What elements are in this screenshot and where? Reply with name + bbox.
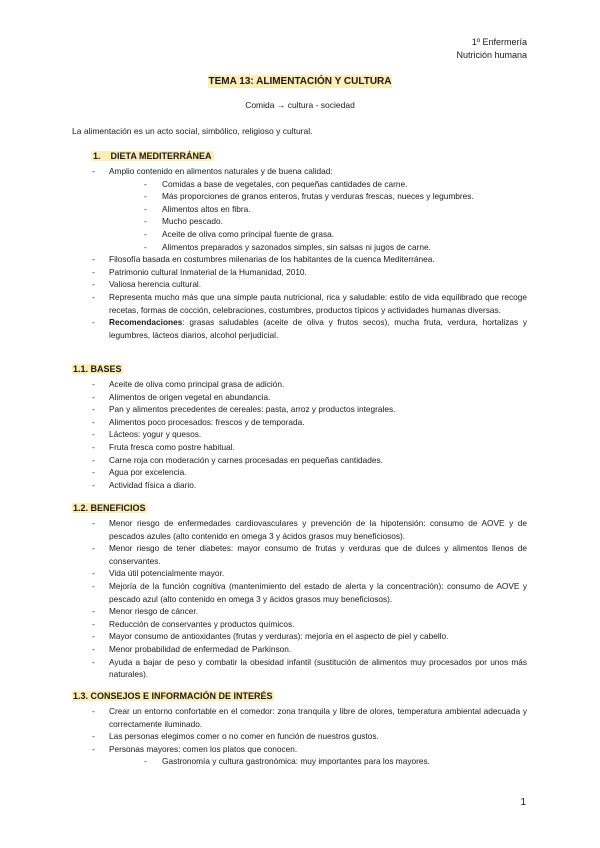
- list-item: - Agua por excelencia.: [92, 466, 527, 479]
- beneficios-list: [92, 517, 527, 681]
- list-item: - Mayor consumo de antioxidantes (frutas y verduras): mejoría en el aspecto de piel y cabello.: [92, 630, 527, 643]
- list-item: - Las personas elegimos comer o no comer en función de nuestros gustos.: [92, 730, 527, 743]
- list-item: - Personas mayores: comen los platos que conocen. - Gastronomía y cultura gastronómica: muy importantes para los mayores.: [92, 743, 527, 768]
- intro-paragraph: La alimentación es un acto social, simbólico, religioso y cultural.: [72, 126, 313, 136]
- list-item: - Carne roja con moderación y carnes procesadas en pequeñas cantidades.: [92, 454, 527, 467]
- list-item: - Alimentos de origen vegetal en abundancia.: [92, 391, 527, 404]
- section-heading-bases: 1.1. BASES: [73, 364, 122, 374]
- list-item: - Menor riesgo de tener diabetes: mayor consumo de frutas y verduras que de dulces y alimentos llenos de conservantes.: [92, 542, 527, 567]
- list-item: - Filosofía basada en costumbres milenarias de los habitantes de la cuenca Mediterránea.: [92, 253, 527, 266]
- list-item: - Representa mucho más que una simple pauta nutricional, rica y saludable: estilo de vida equilibrado que recoge recetas, formas de cocción, celebraciones, costumbres, productos típicos y actividades humanas diversas.: [92, 291, 527, 316]
- document-header: [456, 36, 527, 61]
- consejos-list: [92, 705, 527, 768]
- list-item: - Valiosa herencia cultural.: [92, 278, 527, 291]
- list-item: - Gastronomía y cultura gastronómica: muy importantes para los mayores.: [144, 755, 527, 768]
- list-item: - Aceite de oliva como principal fuente de grasa.: [144, 228, 527, 241]
- list-item: - Mucho pescado.: [144, 215, 527, 228]
- list-item: - Reducción de conservantes y productos químicos.: [92, 618, 527, 631]
- list-item: - Fruta fresca como postre habitual.: [92, 441, 527, 454]
- list-item: - Alimentos poco procesados: frescos y de temporada.: [92, 416, 527, 429]
- list-item: - Pan y alimentos precedentes de cereales: pasta, arroz y productos integrales.: [92, 403, 527, 416]
- page-number: 1: [520, 797, 526, 808]
- list-item: - Actividad física a diario.: [92, 479, 527, 492]
- course-label: 1º Enfermería: [471, 37, 527, 47]
- dieta-sublist: [109, 178, 527, 254]
- section-heading-beneficios: 1.2. BENEFICIOS: [73, 503, 146, 513]
- list-item: - Lácteos: yogur y quesos.: [92, 428, 527, 441]
- list-item: - Alimentos preparados y sazonados simples, sin salsas ni jugos de carne.: [144, 241, 527, 254]
- list-item: - Menor probabilidad de enfermedad de Parkinson.: [92, 643, 527, 656]
- page-title: TEMA 13: ALIMENTACIÓN Y CULTURA: [208, 76, 392, 87]
- list-item: - Crear un entorno confortable en el comedor: zona tranquila y libre de olores, temperatura ambiental adecuada y correctamente iluminado.: [92, 705, 527, 730]
- consejos-sublist: [109, 755, 527, 768]
- list-item: - Menor riesgo de enfermedades cardiovasculares y prevención de la hipotensión: consumo de AOVE y de pescados azules (alto contenido en omega 3 y ácidos grasos muy beneficiosos).: [92, 517, 527, 542]
- dieta-list: [92, 165, 527, 341]
- list-item: - Amplio contenido en alimentos naturales y de buena calidad: - Comidas a base de vegetales, con pequeñas cantidades de carne. - Más proporciones de granos enteros, frutas y verduras frescas, nueces y legumbres. - Alimentos altos en fibra. - Mucho pescado. - Aceite de oliva como principal fuente de grasa. - Alimentos preparados y sazonados simples, sin salsas ni jugos de carne.: [92, 165, 527, 253]
- bases-list: [92, 378, 527, 491]
- list-item: - Más proporciones de granos enteros, frutas y verduras frescas, nueces y legumbres.: [144, 190, 527, 203]
- section-heading-consejos: 1.3. CONSEJOS E INFORMACIÓN DE INTERÉS: [73, 691, 273, 701]
- list-item: - Aceite de oliva como principal grasa de adición.: [92, 378, 527, 391]
- list-item: - Patrimonio cultural Inmaterial de la Humanidad, 2010.: [92, 266, 527, 279]
- list-item: - Comidas a base de vegetales, con pequeñas cantidades de carne.: [144, 178, 527, 191]
- list-item: - Alimentos altos en fibra.: [144, 203, 527, 216]
- page-subtitle: Comida → cultura - sociedad: [245, 100, 355, 110]
- list-item: - Ayuda a bajar de peso y combatir la obesidad infantil (sustitución de alimentos muy procesados por unos más naturales).: [92, 656, 527, 681]
- subject-label: Nutrición humana: [456, 49, 527, 60]
- list-item: - Vida útil potencialmente mayor.: [92, 567, 527, 580]
- list-item: - Menor riesgo de cáncer.: [92, 605, 527, 618]
- list-item: - Recomendaciones: grasas saludables (aceite de oliva y frutos secos), mucha fruta, verdura, hortalizas y legumbres, lácteos diarios, alcohol perjudicial.: [92, 316, 527, 341]
- list-item: - Mejoría de la función cognitiva (mantenimiento del estado de alerta y la concentración): consumo de AOVE y pescado azul (alto contenido en omega 3 y ácidos grasos muy beneficiosos).: [92, 580, 527, 605]
- section-heading-dieta: 1. DIETA MEDITERRÁNEA: [93, 151, 212, 161]
